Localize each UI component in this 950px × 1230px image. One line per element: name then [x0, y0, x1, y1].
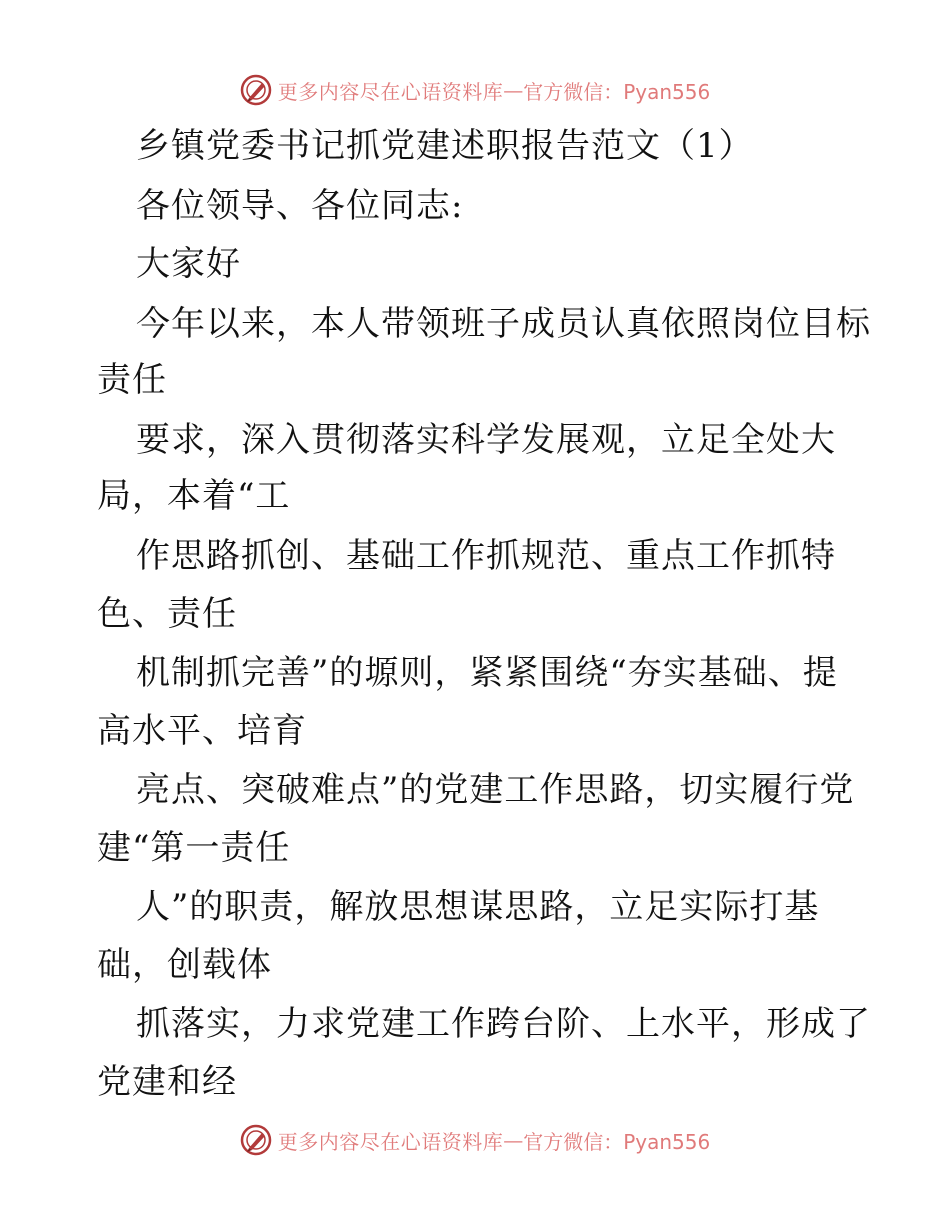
greeting: 大家好 — [136, 244, 241, 284]
watermark-text: 更多内容尽在心语资料库 — [277, 1129, 504, 1154]
paragraph-line: 建“第一责任 — [97, 828, 291, 868]
paragraph-line: 色、责任 — [97, 594, 237, 634]
watermark-footer — [0, 1120, 950, 1160]
paragraph-line: 高水平、培育 — [97, 711, 307, 751]
paragraph-line: 机制抓完善”的塬则，紧紧围绕“夯实基础、提 — [136, 653, 838, 693]
watermark-separator: — — [503, 78, 524, 102]
paragraph-line: 局，本着“工 — [97, 476, 291, 516]
watermark-text: 更多内容尽在心语资料库 — [277, 79, 504, 104]
paragraph-line: 责任 — [97, 360, 167, 400]
salutation: 各位领导、各位同志: — [136, 186, 464, 226]
paragraph-line: 今年以来，本人带领班子成员认真依照岗位目标 — [136, 304, 871, 344]
paragraph-line: 人”的职责，解放思想谋思路，立足实际打基 — [136, 887, 820, 927]
paragraph-line: 础，创载体 — [97, 945, 272, 985]
watermark-wechat: 官方微信：Pyan556 — [523, 1129, 711, 1154]
watermark-separator: — — [503, 1128, 524, 1152]
pen-logo-icon — [240, 1124, 272, 1156]
paragraph-line: 抓落实，力求党建工作跨台阶、上水平，形成了 — [136, 1004, 871, 1044]
document-title: 乡镇党委书记抓党建述职报告范文（1） — [136, 126, 754, 166]
watermark-wechat: 官方微信：Pyan556 — [523, 79, 711, 104]
paragraph-line: 亮点、突破难点”的党建工作思路，切实履行党 — [136, 770, 855, 810]
paragraph-line: 作思路抓创、基础工作抓规范、重点工作抓特 — [136, 536, 836, 576]
paragraph-line: 要求，深入贯彻落实科学发展观，立足全处大 — [136, 420, 836, 460]
paragraph-line: 党建和经 — [97, 1062, 237, 1102]
